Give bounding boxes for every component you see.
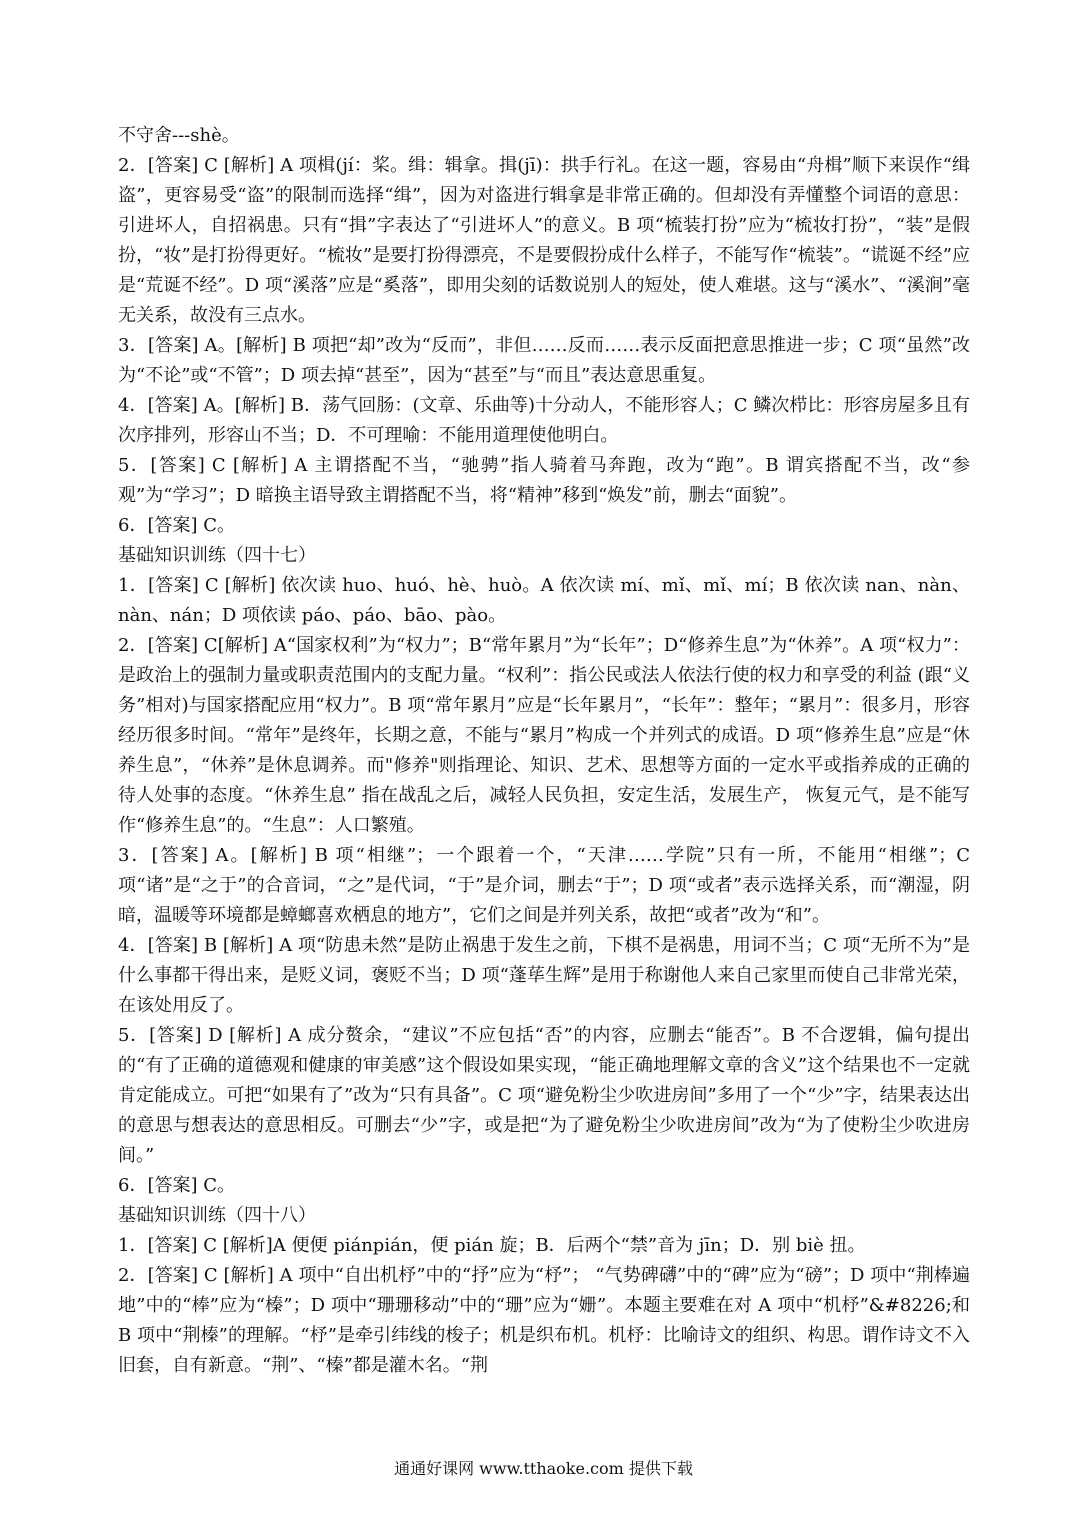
answer-1-set47: 1．[答案] C [解析] 依次读 huo、huó、hè、huò。A 依次读 mí、mǐ、mǐ、mí；B 依次读 nan、nàn、nàn、nán；D 项依读 páo、páo、bāo、pào。 [118,575,970,626]
answer-2-set46: 2．[答案] C [解析] A 项楫(jí：桨。缉：辑拿。揖(jī)：拱手行礼。在这一题，容易由“舟楫”顺下来误作“缉盗”，更容易受“盗”的限制而选择“缉”，因为对盗进行辑拿是非常正确的。但却没有弄懂整个词语的意思：引进坏人，自招祸患。只有“揖”字表达了“引进坏人”的意义。B 项“梳装打扮”应为“梳妆打扮”，“装”是假扮，“妆”是打扮得更好。“梳妆”是要打扮得漂亮，不是要假扮成什么样子，不能写作“梳装”。“谎诞不经”应是“荒诞不经”。D 项“溪落”应是“奚落”，即用尖刻的话数说别人的短处，使人难堪。这与“溪水”、“溪涧”毫无关系，故没有三点水。 [118,155,970,326]
answer-1-set48: 1．[答案] C [解析]A 便便 piánpián，便 pián 旋；B．后两个“禁”音为 jīn；D．别 biè 扭。 [118,1235,866,1256]
answer-6-set46: 6．[答案] C。 [118,515,235,536]
section-heading-48: 基础知识训练（四十八） [118,1205,316,1226]
document-body [118,121,970,1381]
section-heading-47: 基础知识训练（四十七） [118,545,316,566]
answer-5-set46: 5．[答案] C [解析] A 主谓搭配不当，“驰骋”指人骑着马奔跑，改为“跑”。B 谓宾搭配不当，改“参观”为“学习”；D 暗换主语导致主谓搭配不当，将“精神”移到“焕发”前，删去“面貌”。 [118,455,970,506]
answer-4-set47: 4．[答案] B [解析] A 项“防患未然”是防止祸患于发生之前，下棋不是祸患，用词不当；C 项“无所不为”是什么事都干得出来，是贬义词，褒贬不当；D 项“蓬荜生辉”是用于称谢他人来自己家里而使自己非常光荣，在该处用反了。 [118,935,970,1016]
answer-6-set47: 6．[答案] C。 [118,1175,235,1196]
answer-2-set48: 2．[答案] C [解析] A 项中“自出机杼”中的“抒”应为“杼”； “气势碑礴”中的“碑”应为“磅”；D 项中“荆棒遍地”中的“棒”应为“榛”；D 项中“珊珊移动”中的“珊”应为“姗”。本题主要难在对 A 项中“机杼”&#8226;和 B 项中“荆榛”的理解。“杼”是牵引纬线的梭子；机是织布机。机杼：比喻诗文的组织、构思。谓作诗文不入旧套，自有新意。“荆”、“榛”都是灌木名。“荆 [118,1265,970,1376]
answer-3-set47: 3．[答案] A。[解析] B 项“相继”；一个跟着一个，“天津……学院”只有一所，不能用“相继”；C 项“诸”是“之于”的合音词，“之”是代词，“于”是介词，删去“于”；D 项“或者”表示选择关系，而“潮湿，阴暗，温暖等环境都是蟑螂喜欢栖息的地方”，它们之间是并列关系，故把“或者”改为“和”。 [118,845,970,926]
page-footer: 通通好课网 www.tthaoke.com 提供下载 [394,1459,693,1478]
paragraph-continuation: 不守舍---shè。 [118,125,240,146]
answer-4-set46: 4．[答案] A。[解析] B．荡气回肠：(文章、乐曲等)十分动人，不能形容人；C 鳞次栉比：形容房屋多且有次序排列，形容山不当；D．不可理喻：不能用道理使他明白。 [118,395,970,446]
answer-2-set47: 2．[答案] C[解析] A“国家权利”为“权力”；B“常年累月”为“长年”；D“修养生息”为“休养”。A 项“权力”：是政治上的强制力量或职责范围内的支配力量。“权利”：指公民或法人依法行使的权力和享受的利益 (跟“义务”相对)与国家搭配应用“权力”。B 项“常年累月”应是“长年累月”，“长年”：整年；“累月”：很多月，形容经历很多时间。“常年”是终年，长期之意，不能与“累月”构成一个并列式的成语。D 项“修养生息”应是“休养生息”，“休养”是休息调养。而"修养"则指理论、知识、艺术、思想等方面的一定水平或指养成的正确的待人处事的态度。“休养生息” 指在战乱之后，减轻人民负担，安定生活，发展生产， 恢复元气，是不能写作“修养生息”的。“生息”：人口繁殖。 [118,635,970,836]
answer-3-set46: 3．[答案] A。[解析] B 项把“却”改为“反而”，非但……反而……表示反面把意思推进一步；C 项“虽然”改为“不论”或“不管”；D 项去掉“甚至”，因为“甚至”与“而且”表达意思重复。 [118,335,970,386]
answer-5-set47: 5．[答案] D [解析] A 成分赘余，“建议”不应包括“否”的内容，应删去“能否”。B 不合逻辑，偏句提出的“有了正确的道德观和健康的审美感”这个假设如果实现，“能正确地理解文章的含义”这个结果也不一定就肯定能成立。可把“如果有了”改为“只有具备”。C 项“避免粉尘少吹进房间”多用了一个“少”字，结果表达出的意思与想表达的意思相反。可删去“少”字，或是把“为了避免粉尘少吹进房间”改为“为了使粉尘少吹进房间。” [118,1025,970,1166]
